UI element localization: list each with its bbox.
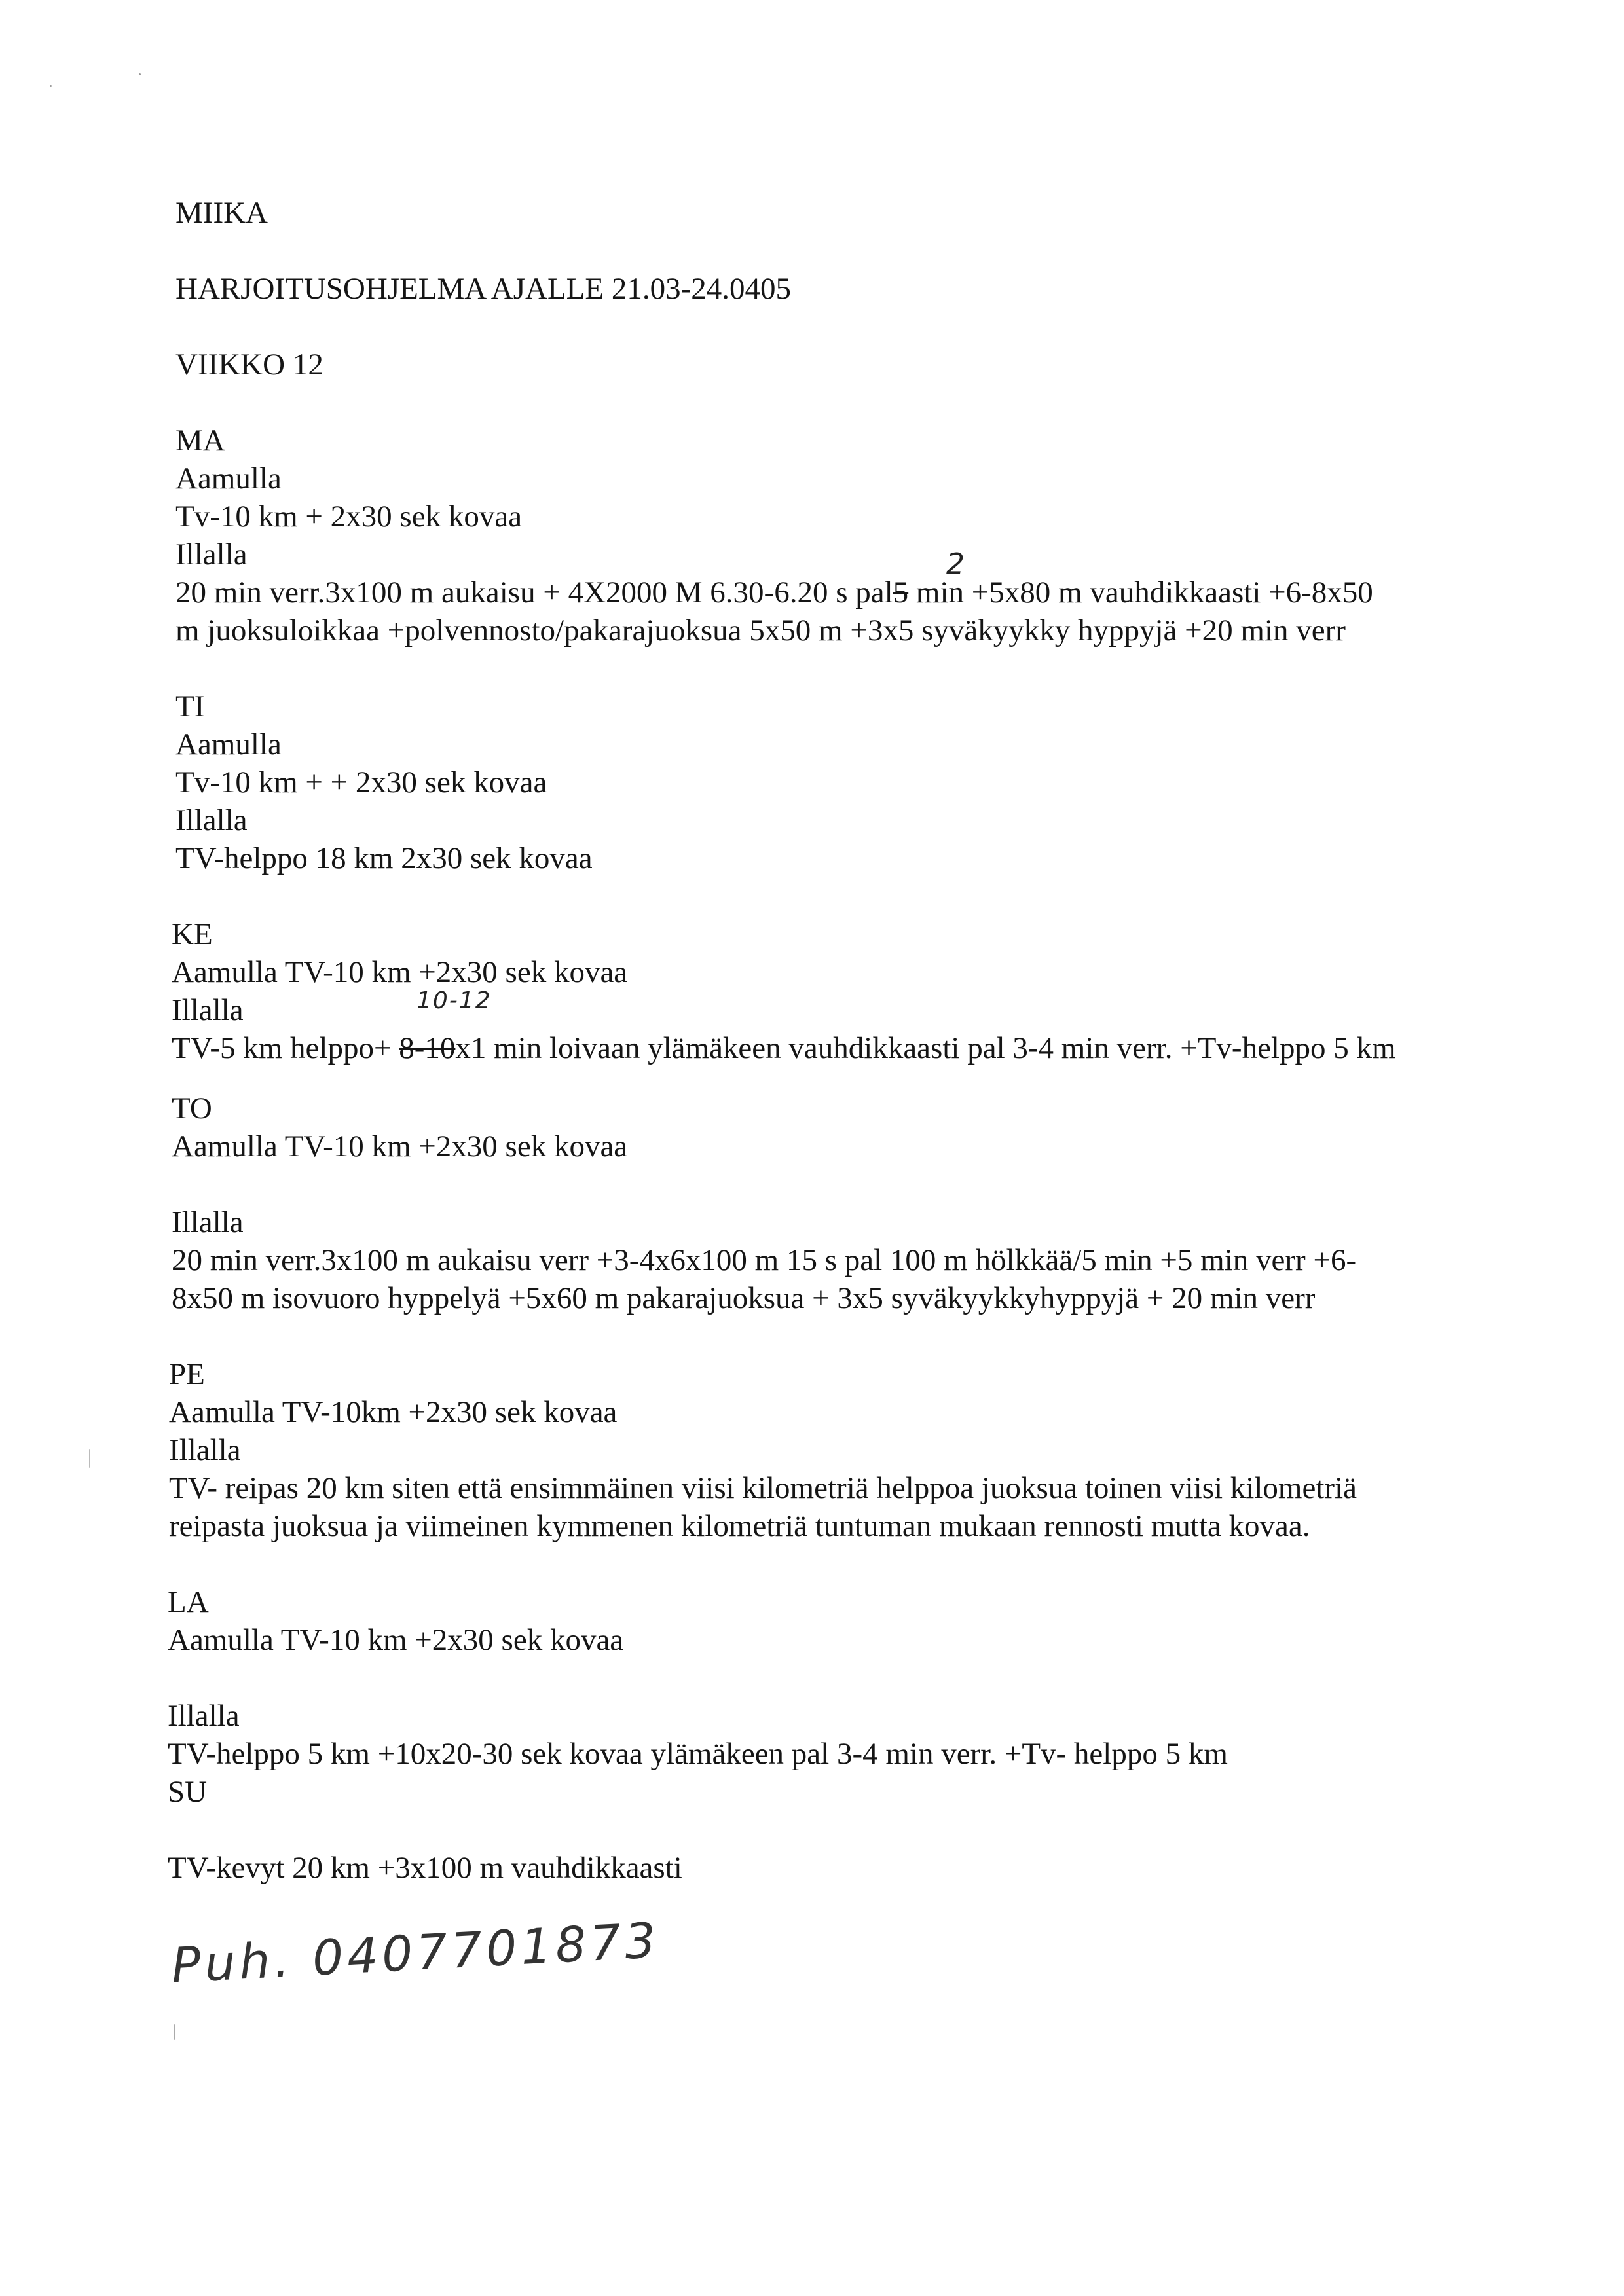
ke-handwritten-correction: 10-12 <box>416 987 492 1014</box>
program-title: HARJOITUSOHJELMA AJALLE 21.03-24.0405 <box>175 272 791 306</box>
scan-speck <box>174 2024 175 2040</box>
ti-evening-label: Illalla <box>175 803 248 837</box>
ke-evening-text-b: x1 min loivaan ylämäkeen vauhdikkaasti pal 3-4 min verr. +Tv-helppo 5 km <box>455 1031 1396 1065</box>
ma-struck-value: 5 <box>893 575 909 610</box>
day-label-pe: PE <box>169 1357 205 1391</box>
athlete-name: MIIKA <box>175 196 268 230</box>
ma-evening-line-1 <box>175 574 1373 611</box>
ke-evening-label: Illalla <box>172 993 244 1027</box>
to-morning: Aamulla TV-10 km +2x30 sek kovaa <box>172 1129 628 1163</box>
ma-evening-label: Illalla <box>175 538 248 572</box>
ma-morning-label: Aamulla <box>175 462 282 496</box>
pe-evening-label: Illalla <box>169 1433 241 1467</box>
la-morning: Aamulla TV-10 km +2x30 sek kovaa <box>168 1623 624 1657</box>
scan-speck <box>139 73 141 75</box>
handwritten-phone-note: Puh. 0407701873 <box>170 1912 661 1994</box>
ma-evening-line-2: m juoksuloikkaa +polvennosto/pakarajuoksua 5x50 m +3x5 syväkyykky hyppyjä +20 min verr <box>175 613 1346 647</box>
ma-morning: Tv-10 km + 2x30 sek kovaa <box>175 500 523 534</box>
scan-speck <box>89 1449 90 1468</box>
la-evening: TV-helppo 5 km +10x20-30 sek kovaa ylämäkeen pal 3-4 min verr. +Tv- helppo 5 km <box>168 1737 1228 1771</box>
ke-struck-value: 8-10 <box>399 1031 456 1065</box>
day-label-to: TO <box>172 1091 212 1125</box>
su-evening: TV-kevyt 20 km +3x100 m vauhdikkaasti <box>168 1851 682 1885</box>
day-label-ke: KE <box>172 917 213 951</box>
ke-evening <box>172 1029 1396 1067</box>
day-label-ma: MA <box>175 424 225 458</box>
to-evening-label: Illalla <box>172 1205 244 1239</box>
ti-evening: TV-helppo 18 km 2x30 sek kovaa <box>175 841 593 875</box>
ti-morning: Tv-10 km + + 2x30 sek kovaa <box>175 765 547 799</box>
day-label-la: LA <box>168 1585 209 1619</box>
scan-speck <box>50 85 52 87</box>
day-label-su: SU <box>168 1775 208 1809</box>
pe-evening-line-1: TV- reipas 20 km siten että ensimmäinen viisi kilometriä helppoa juoksua toinen viisi kilometriä <box>169 1471 1357 1505</box>
pe-evening-line-2: reipasta juoksua ja viimeinen kymmenen kilometriä tuntuman mukaan rennosti mutta kovaa. <box>169 1509 1310 1543</box>
ke-morning: Aamulla TV-10 km +2x30 sek kovaa <box>172 955 628 989</box>
week-heading: VIIKKO 12 <box>175 348 323 382</box>
ma-evening-text-b: min +5x80 m vauhdikkaasti +6-8x50 <box>908 575 1373 610</box>
ti-morning-label: Aamulla <box>175 727 282 761</box>
ma-handwritten-correction: 2 <box>946 547 965 581</box>
to-evening-line-1: 20 min verr.3x100 m aukaisu verr +3-4x6x100 m 15 s pal 100 m hölkkää/5 min +5 min verr +6- <box>172 1243 1357 1277</box>
pe-morning: Aamulla TV-10km +2x30 sek kovaa <box>169 1395 618 1429</box>
ke-evening-text-a: TV-5 km helppo+ <box>172 1031 399 1065</box>
day-label-ti: TI <box>175 689 205 723</box>
ma-evening-text-a: 20 min verr.3x100 m aukaisu + 4X2000 M 6.30-6.20 s pal <box>175 575 893 610</box>
to-evening-line-2: 8x50 m isovuoro hyppelyä +5x60 m pakarajuoksua + 3x5 syväkyykkyhyppyjä + 20 min verr <box>172 1281 1316 1315</box>
la-evening-label: Illalla <box>168 1699 240 1733</box>
